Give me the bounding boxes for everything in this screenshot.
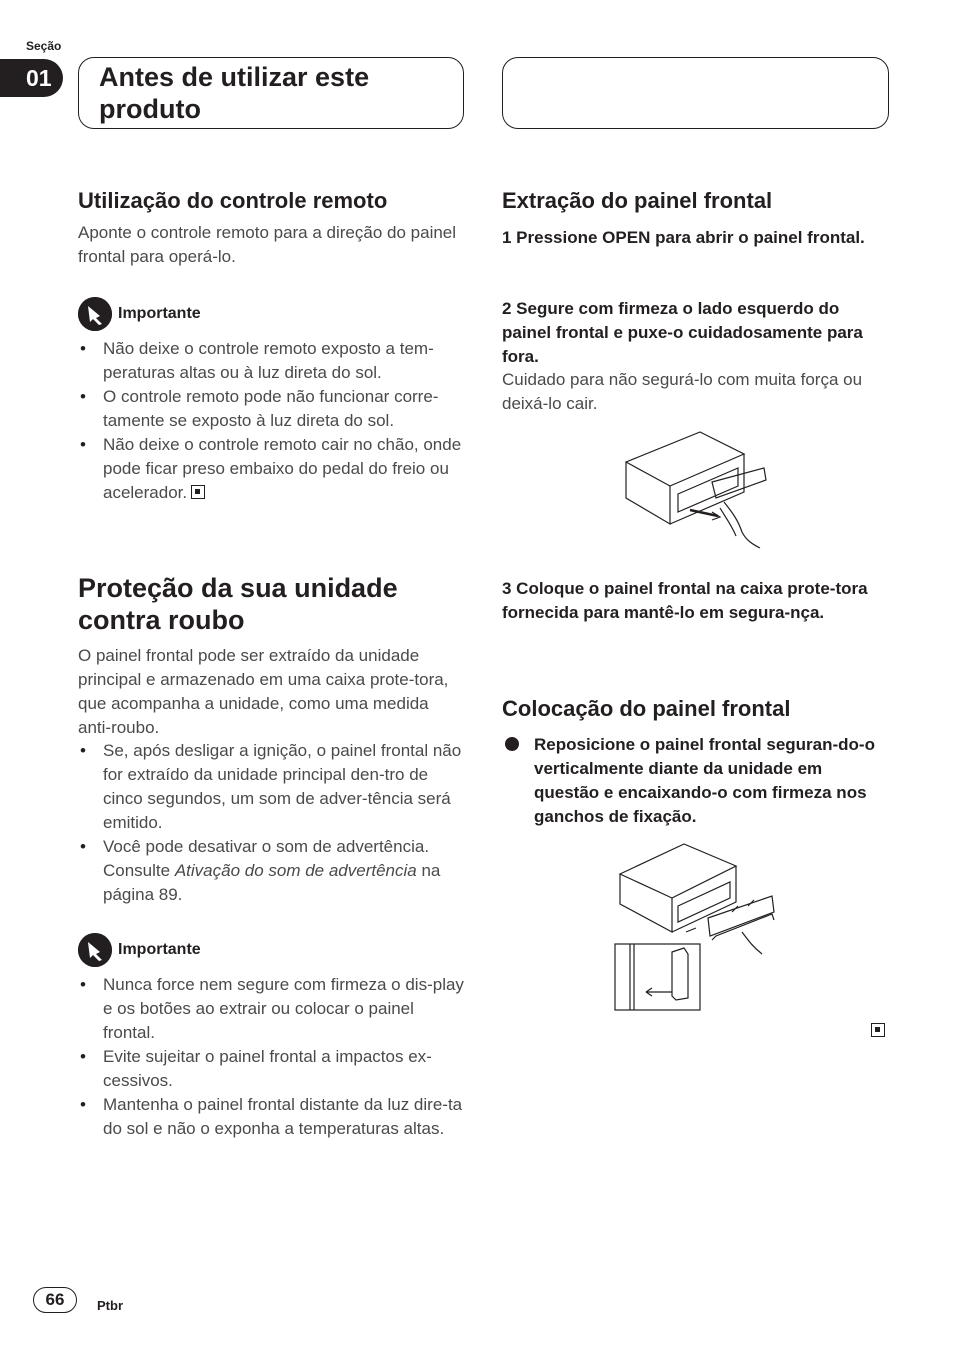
placement-step: Reposicione o painel frontal seguran-do-o verticalmente diante da unidade em questão e encaixando-o com firmeza nos ganchos de fixação. (534, 735, 875, 826)
list-item-text-pre: Você pode desativar o som de advertência. Consulte (103, 837, 430, 880)
theft-text: O painel frontal pode ser extraído da unidade principal e armazenado em uma caixa prote-tora, que acompanha a unidade, como uma medida anti-roubo. (78, 646, 449, 737)
panel-placement-illustration (612, 840, 780, 1012)
remote-warnings-list (78, 337, 463, 505)
list-item (78, 433, 463, 505)
remote-heading: Utilização do controle remoto (78, 188, 388, 213)
list-item: • O controle remoto pode não funcionar corre-tamente se exposto à luz direta do sol. (78, 385, 463, 433)
extraction-step-1: 1 Pressione OPEN para abrir o painel frontal. (502, 228, 865, 247)
placement-heading: Colocação do painel frontal (502, 696, 791, 721)
list-item: • Evite sujeitar o painel frontal a impactos ex-cessivos. (78, 1045, 468, 1093)
theft-heading: Proteção da sua unidade contra roubo (78, 573, 398, 635)
panel-extraction-illustration (620, 428, 770, 550)
language-code: Ptbr (97, 1298, 123, 1313)
important-label: Importante (118, 941, 201, 958)
remote-text: Aponte o controle remoto para a direção do painel frontal para operá-lo. (78, 223, 457, 266)
list-item: • Nunca force nem segure com firmeza o dis-play e os botões ao extrair ou colocar o painel frontal. (78, 973, 468, 1045)
step-bullet-icon (505, 737, 519, 751)
important-hand-icon (78, 933, 112, 967)
end-of-section-icon (191, 485, 205, 499)
important-hand-icon (78, 297, 112, 331)
extraction-heading: Extração do painel frontal (502, 188, 773, 213)
theft-warnings-list (78, 973, 468, 1141)
page-number: 66 (33, 1287, 77, 1313)
extraction-step-2: 2 Segure com firmeza o lado esquerdo do painel frontal e puxe-o cuidadosamente para fora. (502, 299, 863, 366)
list-item-text-post: na página 89. (103, 861, 441, 904)
list-item (78, 835, 468, 907)
section-number-badge: 01 (0, 59, 63, 97)
important-note-2 (78, 933, 201, 967)
list-item: • Mantenha o painel frontal distante da luz dire-ta do sol e não o exponha a temperaturas altas. (78, 1093, 468, 1141)
important-label: Importante (118, 305, 201, 322)
list-item: • Não deixe o controle remoto exposto a tem-peraturas altas ou à luz direta do sol. (78, 337, 463, 385)
list-item-text: Não deixe o controle remoto cair no chão, onde pode ficar preso embaixo do pedal do freio ou acelerador. (103, 435, 462, 502)
extraction-step-2-note: Cuidado para não segurá-lo com muita força ou deixá-lo cair. (502, 370, 863, 413)
cross-reference: Ativação do som de advertência (174, 861, 417, 880)
chapter-title: Antes de utilizar este produto (78, 57, 464, 129)
theft-info-list (78, 739, 468, 907)
end-of-section-marker (871, 1023, 885, 1041)
important-note-1 (78, 297, 201, 331)
list-item: • Se, após desligar a ignição, o painel frontal não for extraído da unidade principal den-tro de cinco segundos, um som de adver-tência será emitido. (78, 739, 468, 835)
extraction-step-3: 3 Coloque o painel frontal na caixa prote-tora fornecida para mantê-lo em segura-nça. (502, 579, 868, 622)
chapter-title-blank-box (502, 57, 889, 129)
end-of-section-icon (871, 1023, 885, 1037)
section-label: Seção (26, 39, 62, 53)
